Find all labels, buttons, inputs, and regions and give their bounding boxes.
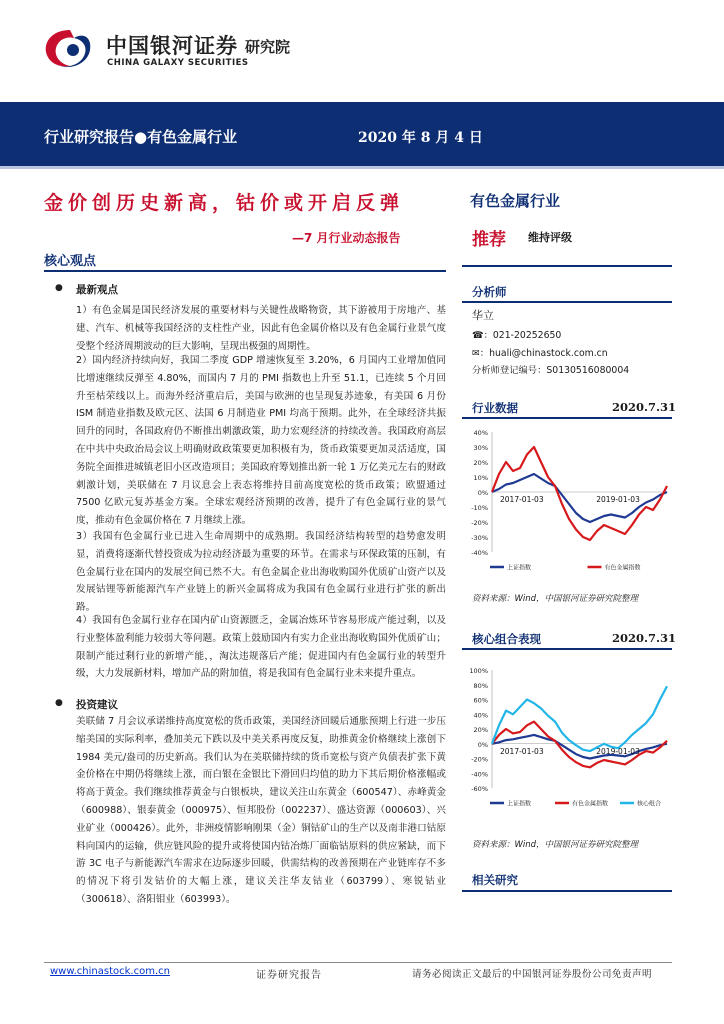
portfolio-heading: 核心组合表现: [472, 632, 541, 646]
y-tick-label: -40%: [471, 549, 488, 557]
header-divider: [0, 166, 724, 169]
paragraph-3: 3）我国有色金属行业已进入生命周期中的成熟期。我国经济结构转型的趋势愈发明显，消费将逐渐代替投资成为拉动经济最为重要的环节。在需求与环保政策的压制，有色金属行业在国内的发展空间已然不大。有色金属企业出海收购国外优质矿山资产以及发展钴锂等新能源汽车产业链上的新兴金属将成为我国有色金属行业进行扩张的新出路。: [76, 531, 446, 614]
source-note-1: 资料来源：Wind，中国银河证券研究院整理: [472, 594, 639, 604]
related-rule: [462, 890, 672, 892]
footer-url-link[interactable]: www.chinastock.com.cn: [50, 966, 170, 977]
series-line: [492, 447, 667, 540]
y-tick-label: -40%: [471, 770, 488, 779]
paragraph-2: 2）国内经济持续向好，我国二季度 GDP 增速恢复至 3.20%，6 月国内工业增加值同比增速继续反弹至 4.80%，而国内 7 月的 PMI 指数也上升至 51.1，已连续 5 个月回升至枯荣线以上。而海外经济重启后，美国与欧洲的也呈现复苏迹象，有美国 6 月份 ISM 制造业指数及欧元区、法国 6 月制造业 PMI 均高于预期。此外，在全球经济共振回升的同时，各国政府仍不断推出刺激政策，助力宏观经济的持续改善。我国政府高层在中共中央政治局会议上明确财政政策要更加积极有为，货币政策要更加灵活适度，国务院全面推进城镇老旧小区改造项目；美国政府筹划推出新一轮 1 万亿美元左右的财政刺激计划，美联储在 7 月议息会上表态将维持目前高度宽松的货币政策；欧盟通过 7500 亿欧元复苏基金方案。全球宏观经济预期的改善，提升了有色金属行业的景气度，推动有色金属价格在 7 月继续上涨。: [76, 355, 446, 527]
mail-icon: ✉: [472, 348, 480, 359]
y-tick-label: 20%: [473, 459, 488, 467]
x-tick-label: 2019-01-03: [596, 495, 640, 504]
recommendation: 推荐: [472, 230, 506, 250]
portfolio-rule: [462, 648, 672, 650]
section-heading-latest: 最新观点: [76, 284, 118, 296]
y-tick-label: 10%: [473, 474, 488, 482]
y-tick-label: -10%: [471, 504, 488, 512]
portfolio-chart: [462, 660, 672, 816]
analyst-heading: 分析师: [472, 285, 507, 299]
y-tick-label: 30%: [473, 444, 488, 452]
y-tick-label: -20%: [471, 519, 488, 527]
source-note-2: 资料来源：Wind，中国银河证券研究院整理: [472, 840, 639, 850]
report-subtitle: —7 月行业动态报告: [292, 231, 401, 245]
legend-label: 核心组合: [637, 800, 662, 808]
paragraph-4: 4）我国有色金属行业存在国内矿山资源匮乏，金属冶炼环节容易形成产能过剩，以及行业整体盈利能力较弱大等问题。政策上鼓励国内有实力企业出海收购国外优质矿山；限制产能过剩行业的新增产能，，淘汰违规落后产能；促进国内有色金属行业的转型升级，大力发展新材料，增加产品的附加值，将是我国有色金属行业未来提升重点。: [76, 615, 446, 680]
y-tick-label: -20%: [471, 755, 488, 764]
legend-label: 有色金属指数: [572, 800, 609, 808]
industry-name: 有色金属行业: [470, 192, 561, 210]
paragraph-investment: 美联储 7 月会议承诺维持高度宽松的货币政策，美国经济回暖后通胀预期上行进一步压缩美国的实际利率，叠加美元下跌以及中美关系再度反复，助推黄金价格继续上涨创下 1984 美元/盎司的历史新高。我们认为在美联储持续的货币宽松与资产负债表扩张下黄金价格在中期仍将继续上涨，而白银在金银比下滑回归均值的助力下其后期价格涨幅或将高于黄金。我们继续推荐黄金与白银板块，建议关注山东黄金（600547）、赤峰黄金（600988）、银泰黄金（000975）、恒邦股份（002237）、盛达资源（000603）、兴业矿业（000426）。此外，非洲疫情影响刚果（金）铜钴矿山的生产以及南非港口钴原料向国内的运输，供应链风险的提升或将使国内钴冶炼厂面临钴原料的供应紧缺，而下游 3C 电子与新能源汽车需求在边际逐步回暖，供需结构的改善预期在产业链库存不多的情况下将引发钴价的大幅上涨，建议关注华友钴业（603799）、寒锐钴业（300618）、洛阳钼业（603993）。: [76, 716, 446, 905]
analyst-phone: ：021-20252650: [483, 330, 562, 341]
legend-label: 上证指数: [507, 564, 532, 572]
analyst-email[interactable]: ：huali@chinastock.com.cn: [479, 348, 608, 359]
sidebar-rule: [462, 265, 672, 267]
bullet-icon: ●: [55, 283, 63, 293]
y-tick-label: 60%: [473, 696, 488, 705]
related-heading: 相关研究: [472, 873, 518, 887]
report-type: 行业研究报告●有色金属行业: [44, 128, 238, 146]
rating: 维持评级: [528, 231, 572, 244]
portfolio-date: 2020.7.31: [612, 631, 677, 645]
phone-icon: ☎: [472, 330, 484, 341]
analyst-name: 华立: [472, 309, 494, 322]
y-tick-label: 40%: [473, 711, 488, 720]
industry-data-date: 2020.7.31: [612, 400, 677, 414]
y-tick-label: 20%: [473, 726, 488, 734]
y-tick-label: 40%: [473, 429, 488, 437]
y-tick-label: 0%: [477, 740, 488, 749]
x-tick-label: 2017-01-03: [500, 746, 544, 756]
series-line: [492, 686, 667, 751]
y-tick-label: -30%: [471, 534, 488, 542]
brand-name-en: CHINA GALAXY SECURITIES: [107, 58, 249, 68]
legend-label: 上证指数: [507, 800, 532, 808]
core-heading-rule: [44, 270, 446, 272]
y-tick-label: -60%: [471, 785, 488, 793]
analyst-rule: [462, 301, 672, 303]
galaxy-logo-icon: [40, 26, 102, 70]
footer-label: 证券研究报告: [256, 970, 322, 981]
core-heading: 核心观点: [44, 254, 97, 269]
legend-label: 有色金属指数: [604, 564, 641, 572]
bullet-icon: ●: [55, 698, 63, 708]
paragraph-1: 1）有色金属是国民经济发展的重要材料与关键性战略物资，其下游被用于房地产、基建、汽车、机械等我国经济的支柱性产业，因此有色金属价格以及有色金属行业景气度受整个经济周期波动的巨大影响，呈现出极强的周期性。: [76, 305, 446, 352]
section-heading-investment: 投资建议: [76, 699, 118, 711]
industry-data-heading: 行业数据: [472, 401, 518, 415]
brand-institute: 研究院: [245, 38, 291, 56]
y-tick-label: 80%: [473, 681, 488, 690]
industry-chart: [462, 422, 672, 580]
y-tick-label: 0%: [477, 489, 488, 497]
brand-name-cn: 中国银河证券: [106, 34, 238, 58]
analyst-phone-row: [472, 327, 561, 341]
footer-disclaimer: 请务必阅读正文最后的中国银河证券股份公司免责声明: [412, 969, 653, 980]
x-tick-label: 2017-01-03: [500, 495, 544, 504]
y-tick-label: 100%: [469, 667, 488, 675]
x-tick-label: 2019-01-03: [596, 746, 640, 756]
analyst-cert: 分析师登记编号：S0130516080004: [472, 365, 630, 376]
analyst-email-row: [472, 345, 608, 359]
footer-rule: [44, 962, 672, 963]
report-date: 2020 年 8 月 4 日: [358, 130, 483, 146]
industry-data-rule: [462, 417, 672, 419]
report-title: 金价创历史新高，钴价或开启反弹: [44, 192, 405, 214]
